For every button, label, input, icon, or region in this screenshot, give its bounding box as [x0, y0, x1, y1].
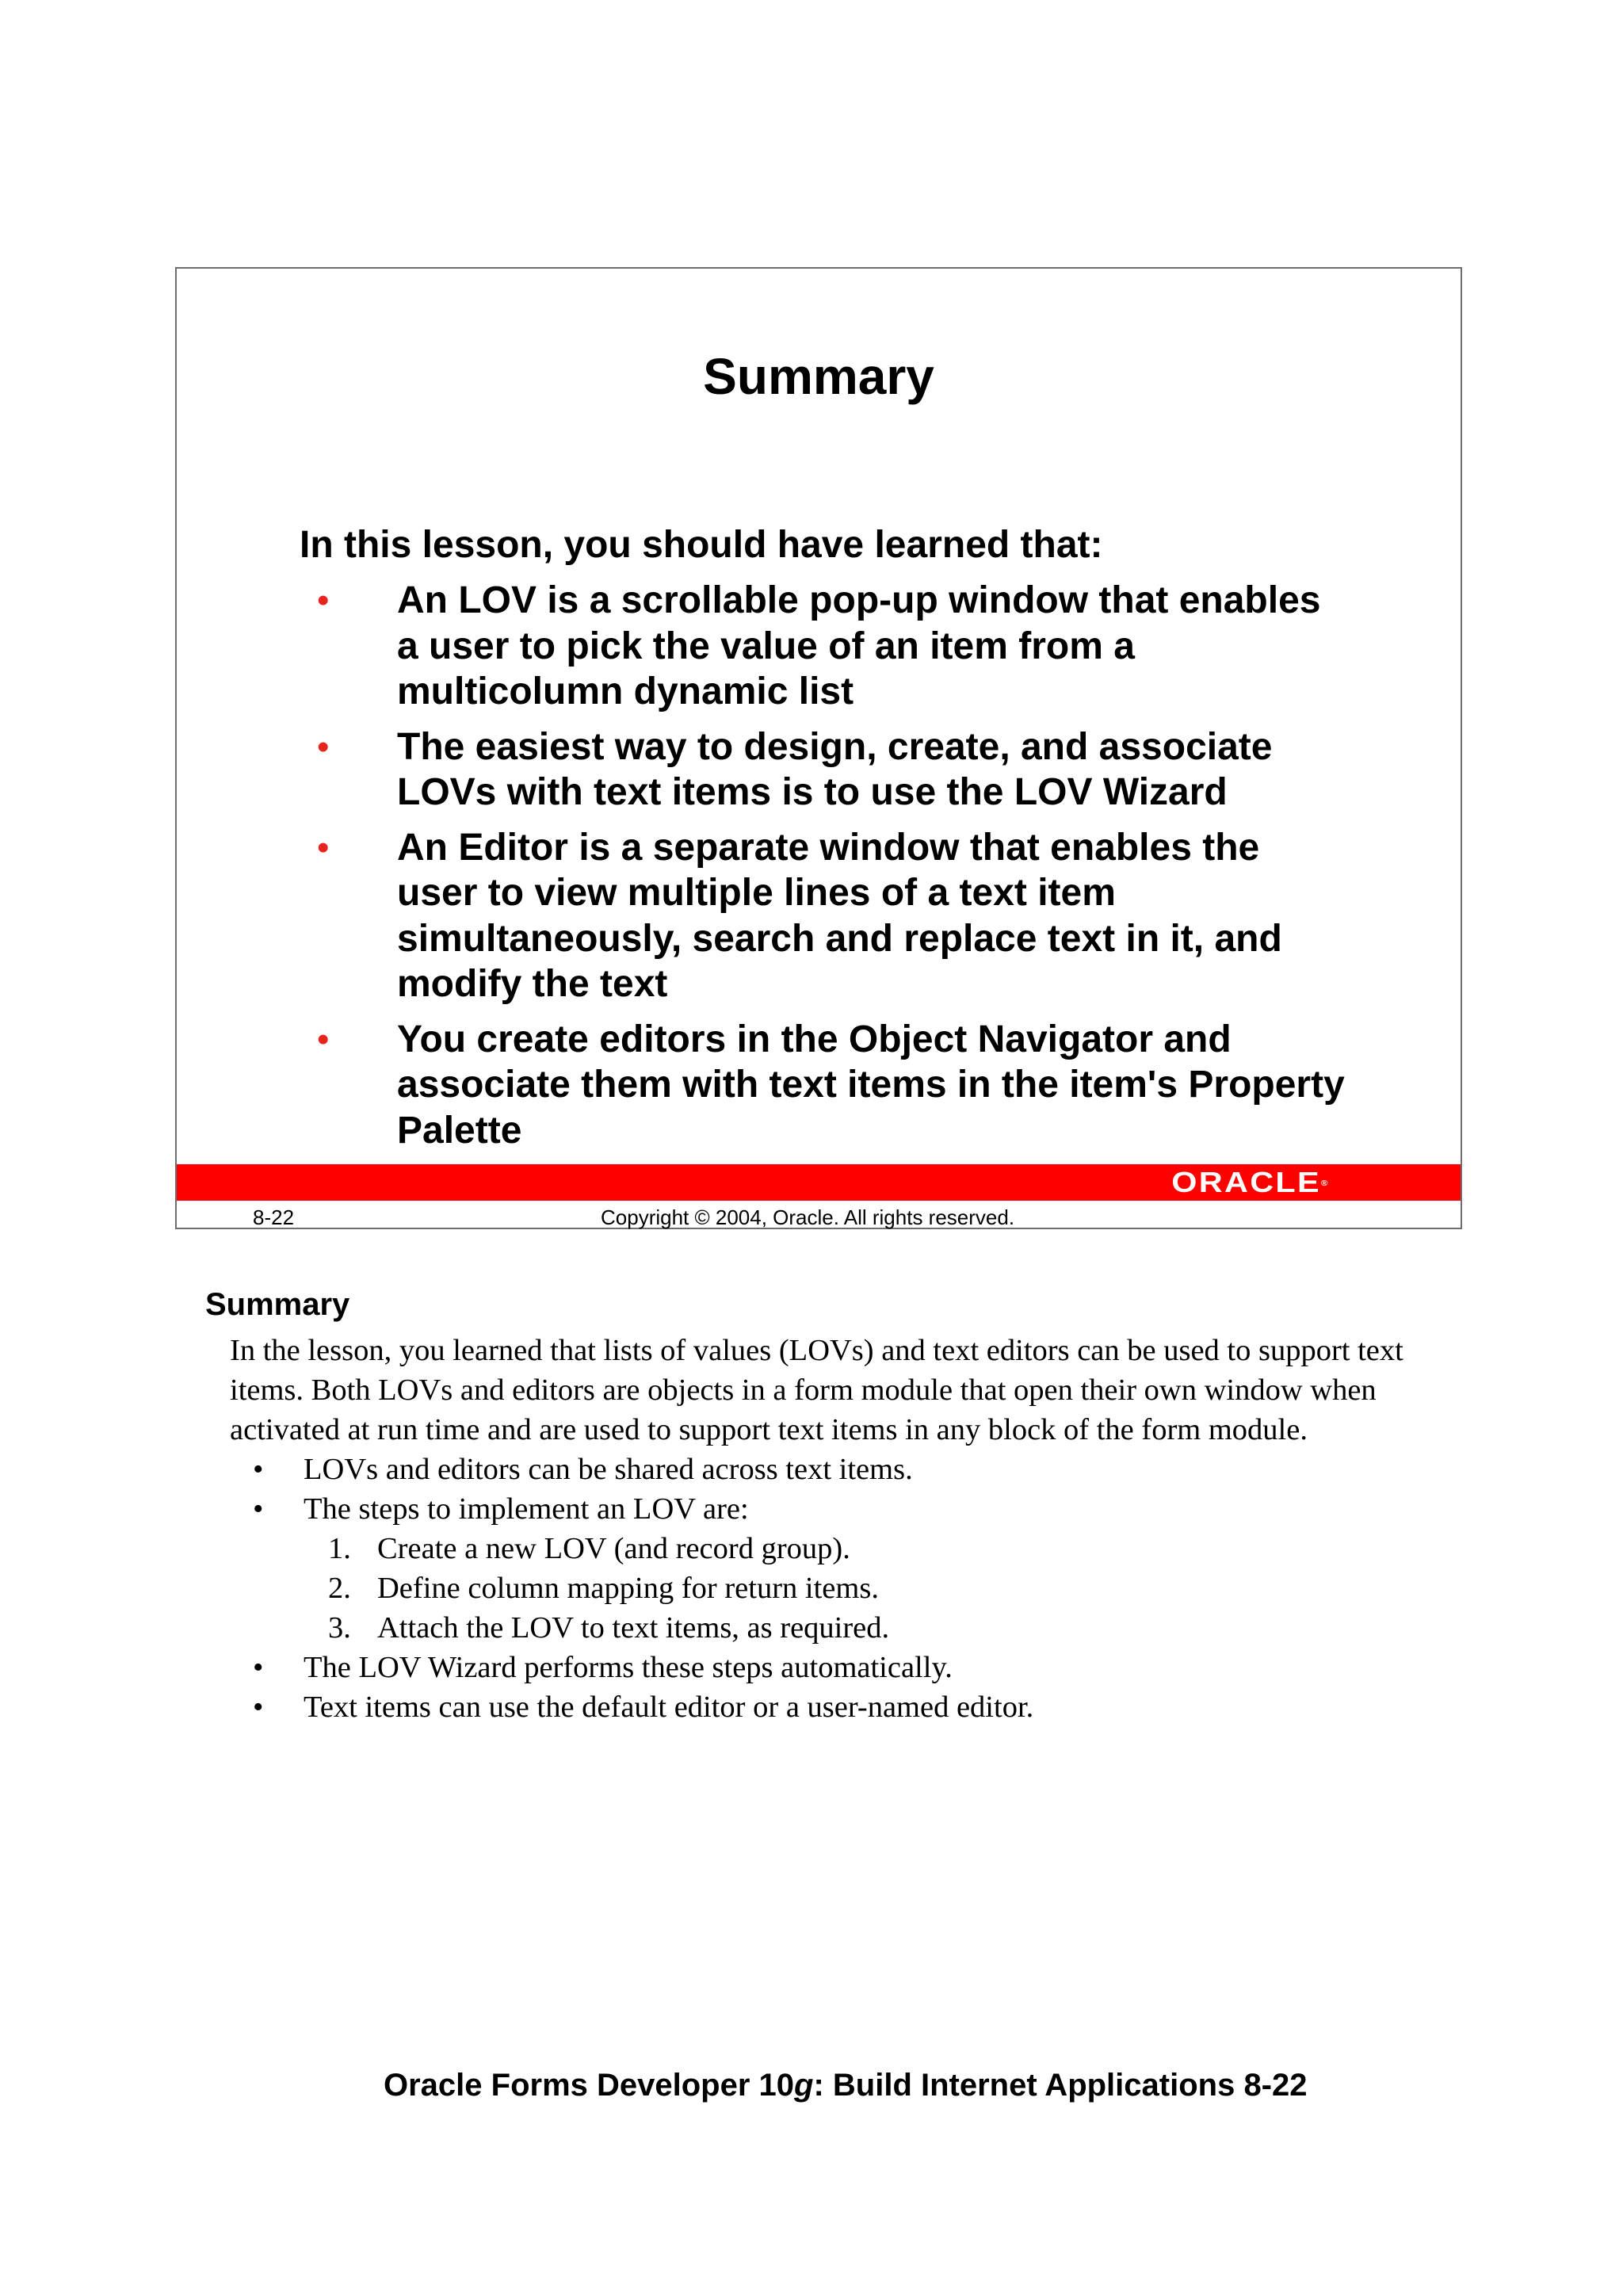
oracle-logo-text: ORACLE — [1170, 1166, 1321, 1198]
list-item-text: Text items can use the default editor or a user-named editor. — [304, 1690, 1034, 1724]
step-item — [328, 1568, 1466, 1608]
slide-bullet — [315, 825, 1346, 1007]
slide-page-number: 8-22 — [253, 1205, 295, 1229]
bullet-icon: • — [317, 581, 330, 620]
steps-list — [304, 1529, 1466, 1648]
notes-body — [230, 1331, 1466, 1727]
bullet-icon: • — [317, 727, 330, 766]
step-number: 3. — [328, 1611, 351, 1645]
notes-heading: Summary — [205, 1287, 350, 1322]
list-item-text: The LOV Wizard performs these steps automatically. — [304, 1651, 953, 1684]
slide-intro: In this lesson, you should have learned that: — [300, 524, 1103, 566]
copyright-notice: Copyright © 2004, Oracle. All rights reserved. — [601, 1205, 1015, 1229]
notes-paragraph: In the lesson, you learned that lists of values (LOVs) and text editors can be used to support text items. Both LOVs and editors are objects in a form module that open their own window when activated at run time and are used to support text items in any block of the form module. — [230, 1334, 1403, 1446]
slide-bullet-text: The easiest way to design, create, and associate LOVs with text items is to use the LOV Wizard — [397, 725, 1273, 813]
list-item — [230, 1489, 1466, 1648]
step-number: 2. — [328, 1572, 351, 1605]
slide-bullet-list — [315, 578, 1346, 1163]
footer-prefix: Oracle Forms Developer 10 — [384, 2068, 795, 2103]
slide-title: Summary — [703, 348, 934, 405]
oracle-logo — [1171, 1167, 1327, 1198]
bullet-icon: • — [253, 1453, 264, 1486]
slide-bullet — [315, 1017, 1346, 1154]
page-footer — [384, 2065, 1308, 2105]
step-item — [328, 1608, 1466, 1648]
step-text: Create a new LOV (and record group). — [377, 1532, 850, 1565]
bullet-icon: • — [253, 1651, 264, 1684]
slide-bullet-text: An Editor is a separate window that enables the user to view multiple lines of a text item simultaneously, search and replace text in it, and modify the text — [397, 826, 1282, 1005]
list-item — [230, 1450, 1466, 1489]
oracle-band — [177, 1164, 1461, 1201]
bullet-icon: • — [253, 1690, 264, 1724]
bullet-icon: • — [253, 1492, 264, 1526]
footer-italic: g — [794, 2068, 814, 2103]
step-item — [328, 1529, 1466, 1568]
bullet-icon: • — [317, 827, 330, 867]
step-text: Attach the LOV to text items, as required. — [377, 1611, 890, 1645]
step-number: 1. — [328, 1532, 351, 1565]
slide-bullet — [315, 578, 1346, 715]
list-item-text: The steps to implement an LOV are: — [304, 1492, 749, 1526]
registered-mark: ® — [1320, 1179, 1327, 1188]
slide-bullet — [315, 724, 1346, 816]
notes-list — [230, 1450, 1466, 1727]
list-item — [230, 1687, 1466, 1727]
slide-bullet-text: An LOV is a scrollable pop-up window that enables a user to pick the value of an item from a multicolumn dynamic list — [397, 579, 1321, 712]
list-item — [230, 1648, 1466, 1687]
step-text: Define column mapping for return items. — [377, 1572, 879, 1605]
list-item-text: LOVs and editors can be shared across text items. — [304, 1453, 913, 1486]
slide-bullet-text: You create editors in the Object Navigator and associate them with text items in the item's Property Palette — [397, 1018, 1345, 1152]
footer-suffix: : Build Internet Applications 8-22 — [813, 2068, 1308, 2103]
slide-frame — [175, 267, 1462, 1229]
bullet-icon: • — [317, 1019, 330, 1059]
